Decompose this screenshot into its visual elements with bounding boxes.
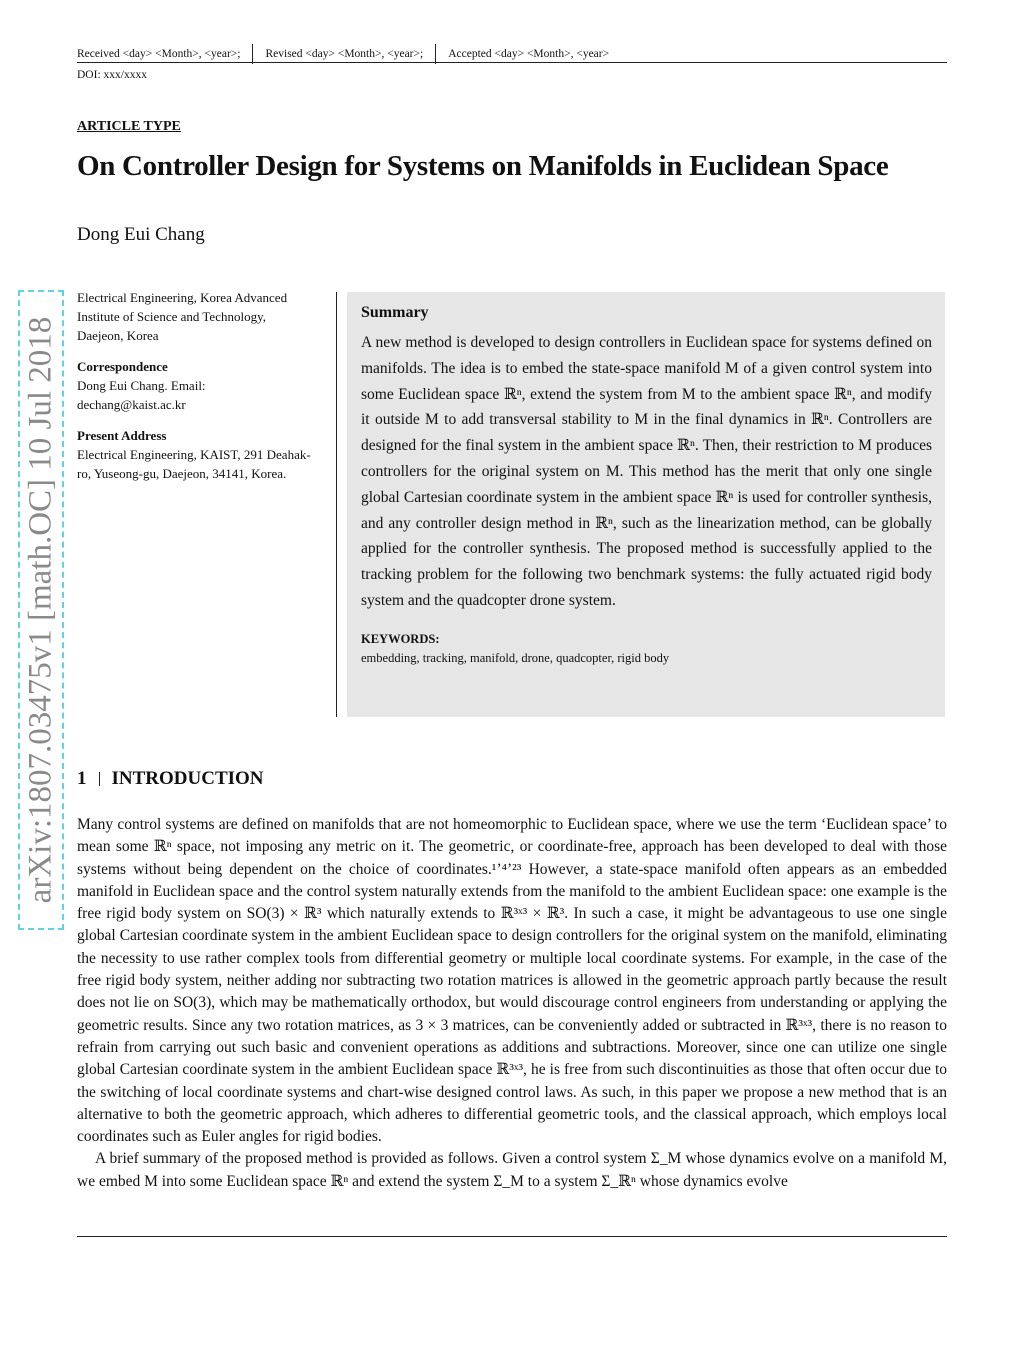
body-text	[77, 814, 947, 1193]
correspondence-text: Dong Eui Chang. Email: dechang@kaist.ac.kr	[77, 378, 206, 412]
accepted-date: Accepted <day> <Month>, <year>	[448, 48, 610, 60]
footer-rule	[77, 1236, 947, 1237]
doi: DOI: xxx/xxxx	[77, 69, 147, 81]
revised-date: Revised <day> <Month>, <year>;	[265, 48, 424, 60]
received-date: Received <day> <Month>, <year>;	[77, 48, 241, 60]
affiliation-column	[77, 288, 312, 495]
arxiv-stamp-text: arXiv:1807.03475v1 [math.OC] 10 Jul 2018	[22, 316, 59, 904]
arxiv-stamp	[18, 290, 64, 930]
header-rule	[77, 62, 947, 63]
section-heading	[77, 768, 264, 790]
summary-box	[347, 292, 945, 717]
header-dates	[77, 44, 609, 64]
present-address-heading: Present Address	[77, 428, 167, 443]
summary-text: A new method is developed to design controllers in Euclidean space for systems defined on manifolds. The idea is to embed the state-space manifold M of a given control system into some Euclidean space ℝⁿ, extend the system from M to the ambient space ℝⁿ, and modify it outside M to add transversal stability to M in the final dynamics in ℝⁿ. Controllers are designed for the final system in the ambient space ℝⁿ. Then, their restriction to M produces controllers for the original system on M. This method has the merit that only one single global Cartesian coordinate system in the ambient space ℝⁿ is used for controller synthesis, and any controller design method in ℝⁿ, such as the linearization method, can be globally applied for the controller synthesis. The proposed method is successfully applied to the tracking problem for the following two benchmark systems: the fully actuated rigid body system and the quadcopter drone system.	[361, 334, 932, 609]
author-name: Dong Eui Chang	[77, 224, 205, 245]
section-number: 1	[77, 768, 87, 789]
intro-paragraph-1: Many control systems are defined on manifolds that are not homeomorphic to Euclidean space, where we use the term ‘Euclidean space’ to mean some ℝⁿ space, not imposing any metric on it. The geometric, or coordinate-free, approach has been developed to deal with those systems without being dependent on the choice of coordinates.¹ʼ⁴ʼ²³ However, a state-space manifold often appears as an embedded manifold in Euclidean space and the control system naturally extends from the manifold to the ambient Euclidean space: one example is the free rigid body system on SO(3) × ℝ³ which naturally extends to ℝ³ˣ³ × ℝ³. In such a case, it might be advantageous to use one single global Cartesian coordinate system in the ambient Euclidean space to design controllers for the original system on the manifold, eliminating the necessity to use rather complex tools from differential geometry or multiple local coordinate systems. For example, in the case of the free rigid body system, neither adding nor subtracting two rotation matrices is allowed in the geometric approach partly because the result does not lie on SO(3), which may be mathematically orthodox, but would discourage control engineers from understanding or applying the geometric results. Since any two rotation matrices, as 3 × 3 matrices, can be conveniently added or subtracted in ℝ³ˣ³, there is no reason to refrain from carrying out such basic and convenient operations as additions and subtractions. Moreover, since one can utilize one single global Cartesian coordinate system in the ambient Euclidean space ℝ³ˣ³, he is free from such discontinuities as those that often occur due to the switching of local coordinate systems and chart-wise designed control laws. As such, in this paper we propose a new method that is an alternative to both the geometric approach, which adheres to differential geometric tools, and the classical approach, which employs local coordinates such as Euler angles for rigid bodies.	[77, 816, 947, 1146]
correspondence-heading: Correspondence	[77, 359, 168, 374]
intro-paragraph-2: A brief summary of the proposed method is provided as follows. Given a control system Σ_M whose dynamics evolve on a manifold M, we embed M into some Euclidean space ℝⁿ and extend the system Σ_M to a system Σ_ℝⁿ whose dynamics evolve	[77, 1150, 947, 1190]
article-type: ARTICLE TYPE	[77, 119, 181, 134]
section-title: INTRODUCTION	[111, 768, 264, 789]
column-divider	[336, 292, 337, 717]
correspondence-block	[77, 357, 312, 414]
institution: Electrical Engineering, Korea Advanced Institute of Science and Technology, Daejeon, Korea	[77, 290, 288, 343]
paper-title: On Controller Design for Systems on Manifolds in Euclidean Space	[77, 150, 889, 182]
section-divider	[99, 772, 100, 786]
present-address-text: Electrical Engineering, KAIST, 291 Deahak-ro, Yuseong-gu, Daejeon, 34141, Korea.	[77, 447, 311, 481]
keywords-list: embedding, tracking, manifold, drone, quadcopter, rigid body	[361, 650, 670, 665]
header-divider	[435, 44, 436, 64]
keywords-heading: KEYWORDS:	[361, 631, 440, 646]
header-divider	[252, 44, 253, 64]
present-address-block	[77, 426, 312, 483]
summary-heading: Summary	[361, 304, 429, 321]
